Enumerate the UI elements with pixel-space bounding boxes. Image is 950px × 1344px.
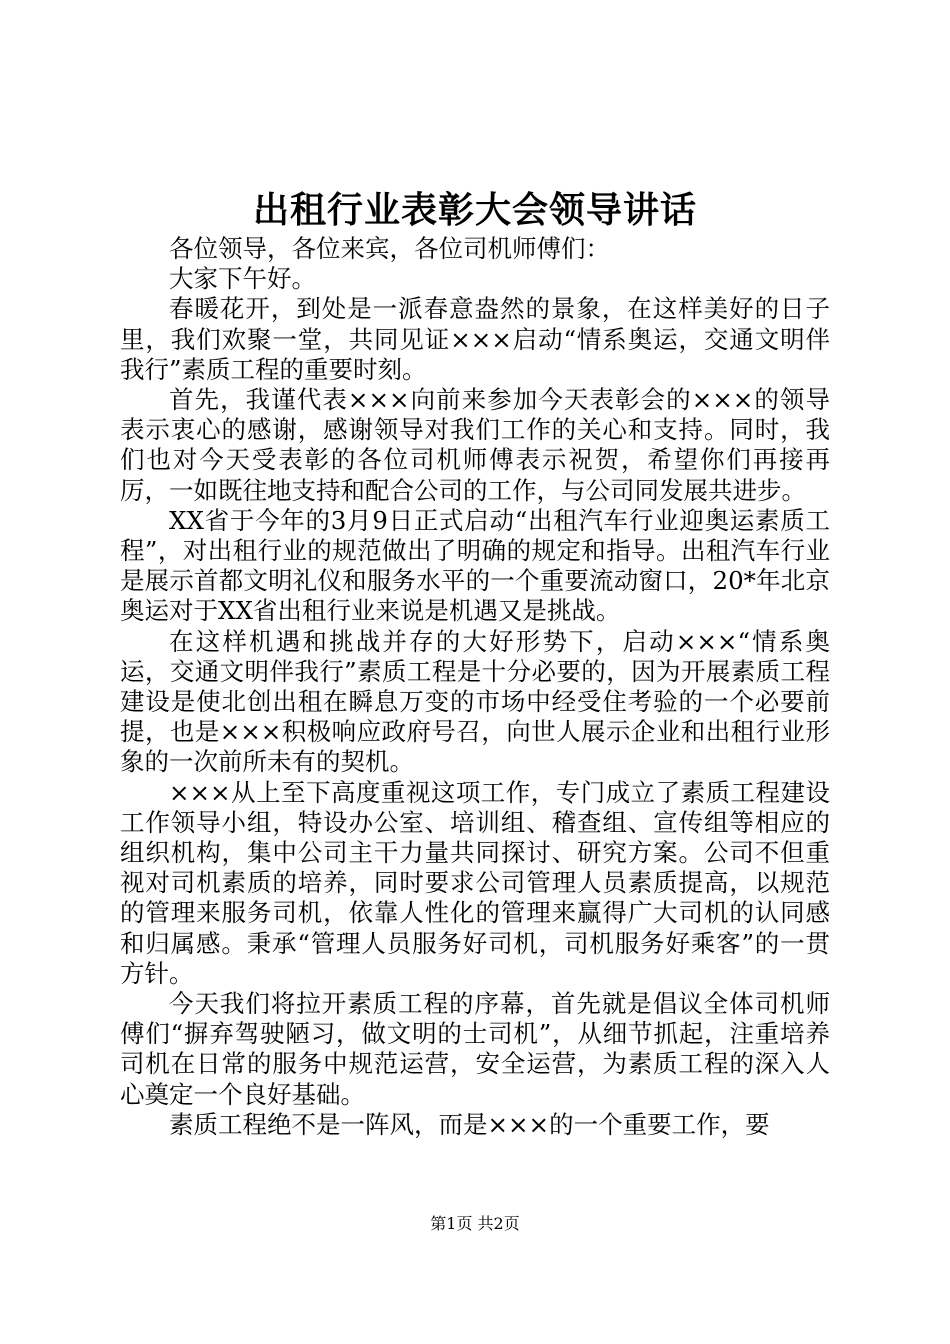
body-paragraph: 在这样机遇和挑战并存的大好形势下，启动×××“情系奥运，交通文明伴我行”素质工程是十分必要的，因为开展素质工程建设是使北创出租在瞬息万变的市场中经受住考验的一个必要前提，也是×××积极响应政府号召，向世人展示企业和出租行业形象的一次前所未有的契机。: [120, 626, 830, 777]
page-indicator: 第1页 共2页: [430, 1214, 520, 1233]
document-body: [120, 234, 830, 1140]
body-paragraph: 素质工程绝不是一阵风，而是×××的一个重要工作，要: [169, 1109, 770, 1139]
body-paragraph: 今天我们将拉开素质工程的序幕，首先就是倡议全体司机师傅们“摒弃驾驶陋习，做文明的士司机”，从细节抓起，注重培养司机在日常的服务中规范运营，安全运营，为素质工程的深入人心奠定一个良好基础。: [120, 989, 830, 1109]
body-paragraph: ×××从上至下高度重视这项工作，专门成立了素质工程建设工作领导小组，特设办公室、培训组、稽查组、宣传组等相应的组织机构，集中公司主干力量共同探讨、研究方案。公司不但重视对司机素质的培养，同时要求公司管理人员素质提高，以规范的管理来服务司机，依靠人性化的管理来赢得广大司机的认同感和归属感。秉承“管理人员服务好司机，司机服务好乘客”的一贯方针。: [120, 777, 830, 988]
body-paragraph: XX省于今年的3月9日正式启动“出租汽车行业迎奥运素质工程”，对出租行业的规范做出了明确的规定和指导。出租汽车行业是展示首都文明礼仪和服务水平的一个重要流动窗口，20*年北京奥运对于XX省出租行业来说是机遇又是挑战。: [120, 505, 830, 626]
greeting-paragraph: 大家下午好。: [169, 264, 316, 294]
body-paragraph: 首先，我谨代表×××向前来参加今天表彰会的×××的领导表示衷心的感谢，感谢领导对我们工作的关心和支持。同时，我们也对今天受表彰的各位司机师傅表示祝贺，希望你们再接再厉，一如既往地支持和配合公司的工作，与公司同发展共进步。: [120, 385, 830, 505]
page-footer: [0, 1212, 950, 1236]
salutation-paragraph: 各位领导，各位来宾，各位司机师傅们：: [169, 234, 610, 263]
document-title: 出租行业表彰大会领导讲话: [252, 189, 697, 231]
body-paragraph: 春暖花开，到处是一派春意盎然的景象，在这样美好的日子里，我们欢聚一堂，共同见证×××启动“情系奥运，交通文明伴我行”素质工程的重要时刻。: [120, 294, 830, 384]
